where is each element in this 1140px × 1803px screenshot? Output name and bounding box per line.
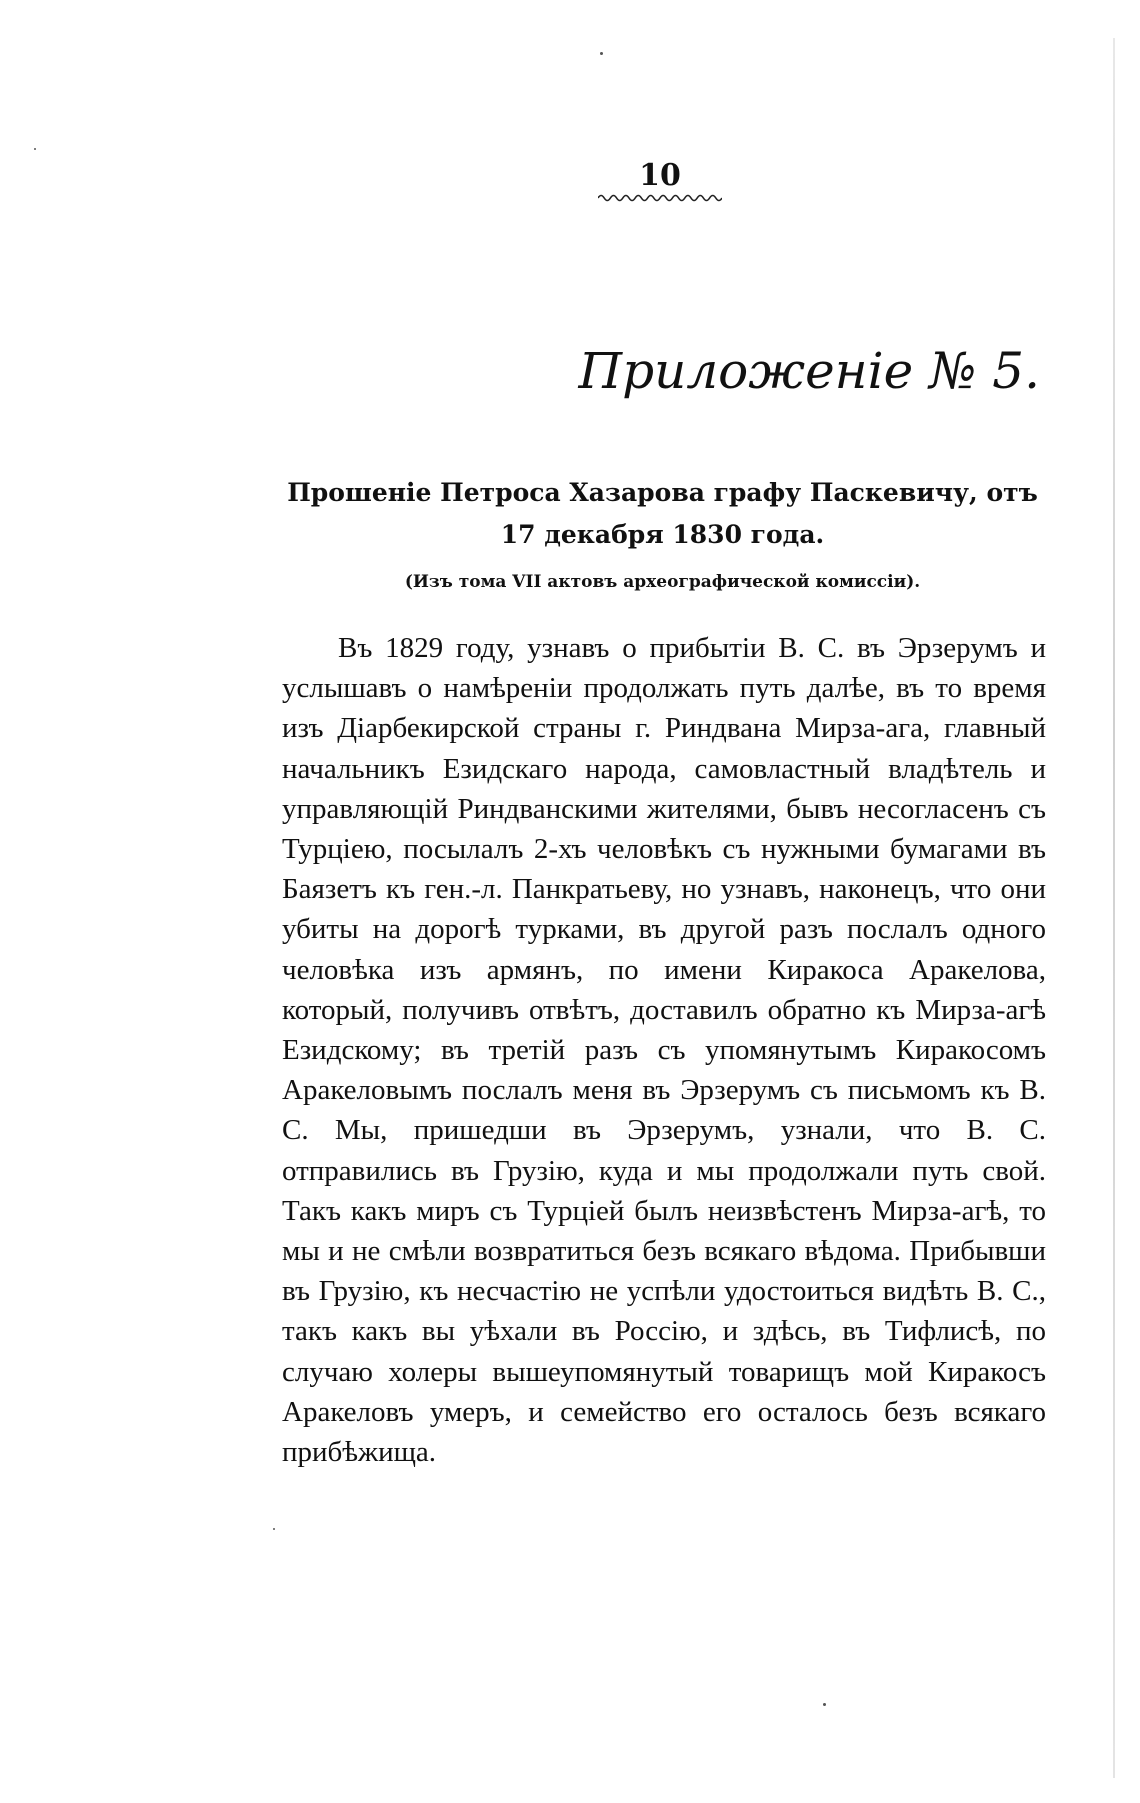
page-edge-line xyxy=(1113,38,1115,1778)
scan-speck xyxy=(273,1528,275,1530)
petition-title: Прошеніе Петроса Хазарова графу Паскевичу, отъ 17 декабря 1830 года. xyxy=(287,478,1038,549)
appendix-title: Приложеніе № 5. xyxy=(578,342,1040,400)
scan-speck xyxy=(823,1703,826,1706)
wavy-ornament xyxy=(598,192,722,204)
body-paragraph: Въ 1829 году, узнавъ о прибытіи В. С. въ Эрзерумъ и услышавъ о намѣреніи продолжать путь далѣе, въ то время изъ Діарбекирской страны г. Риндвана Мирза-ага, главный начальникъ Езидскаго народа, самовластный владѣтель и управляющій Риндванскими жителями, бывъ несогласенъ съ Турціею, посылалъ 2-хъ человѣкъ съ нужными бумагами въ Баязетъ къ ген.-л. Панкратьеву, но узнавъ, наконецъ, что они убиты на дорогѣ турками, въ другой разъ послалъ одного человѣка изъ армянъ, по имени Киракоса Аракелова, который, получивъ отвѣтъ, доставилъ обратно къ Мирза-агѣ Езидскому; въ третій разъ съ упомянутымъ Киракосомъ Аракеловымъ послалъ меня въ Эрзерумъ съ письмомъ къ В. С. Мы, пришедши въ Эрзерумъ, узнали, что В. С. отправились въ Грузію, куда и мы продолжали путь свой. Такъ какъ миръ съ Турціей былъ неизвѣстенъ Мирза-агѣ, то мы и не смѣли возвратиться безъ всякаго вѣдома. Прибывши въ Грузію, къ несчастію не успѣли удостоиться видѣть В. С., такъ какъ вы уѣхали въ Россію, и здѣсь, въ Тифлисѣ, по случаю холеры вышеупомянутый товарищъ мой Киракосъ Аракеловъ умеръ, и семейство его осталось безъ всякаго прибѣжища. xyxy=(282,632,1046,1469)
source-note: (Изъ тома VII актовъ археографической комиссіи). xyxy=(404,572,921,592)
scan-speck xyxy=(600,52,603,55)
page-number: 10 xyxy=(639,158,681,193)
scan-speck xyxy=(34,148,36,150)
